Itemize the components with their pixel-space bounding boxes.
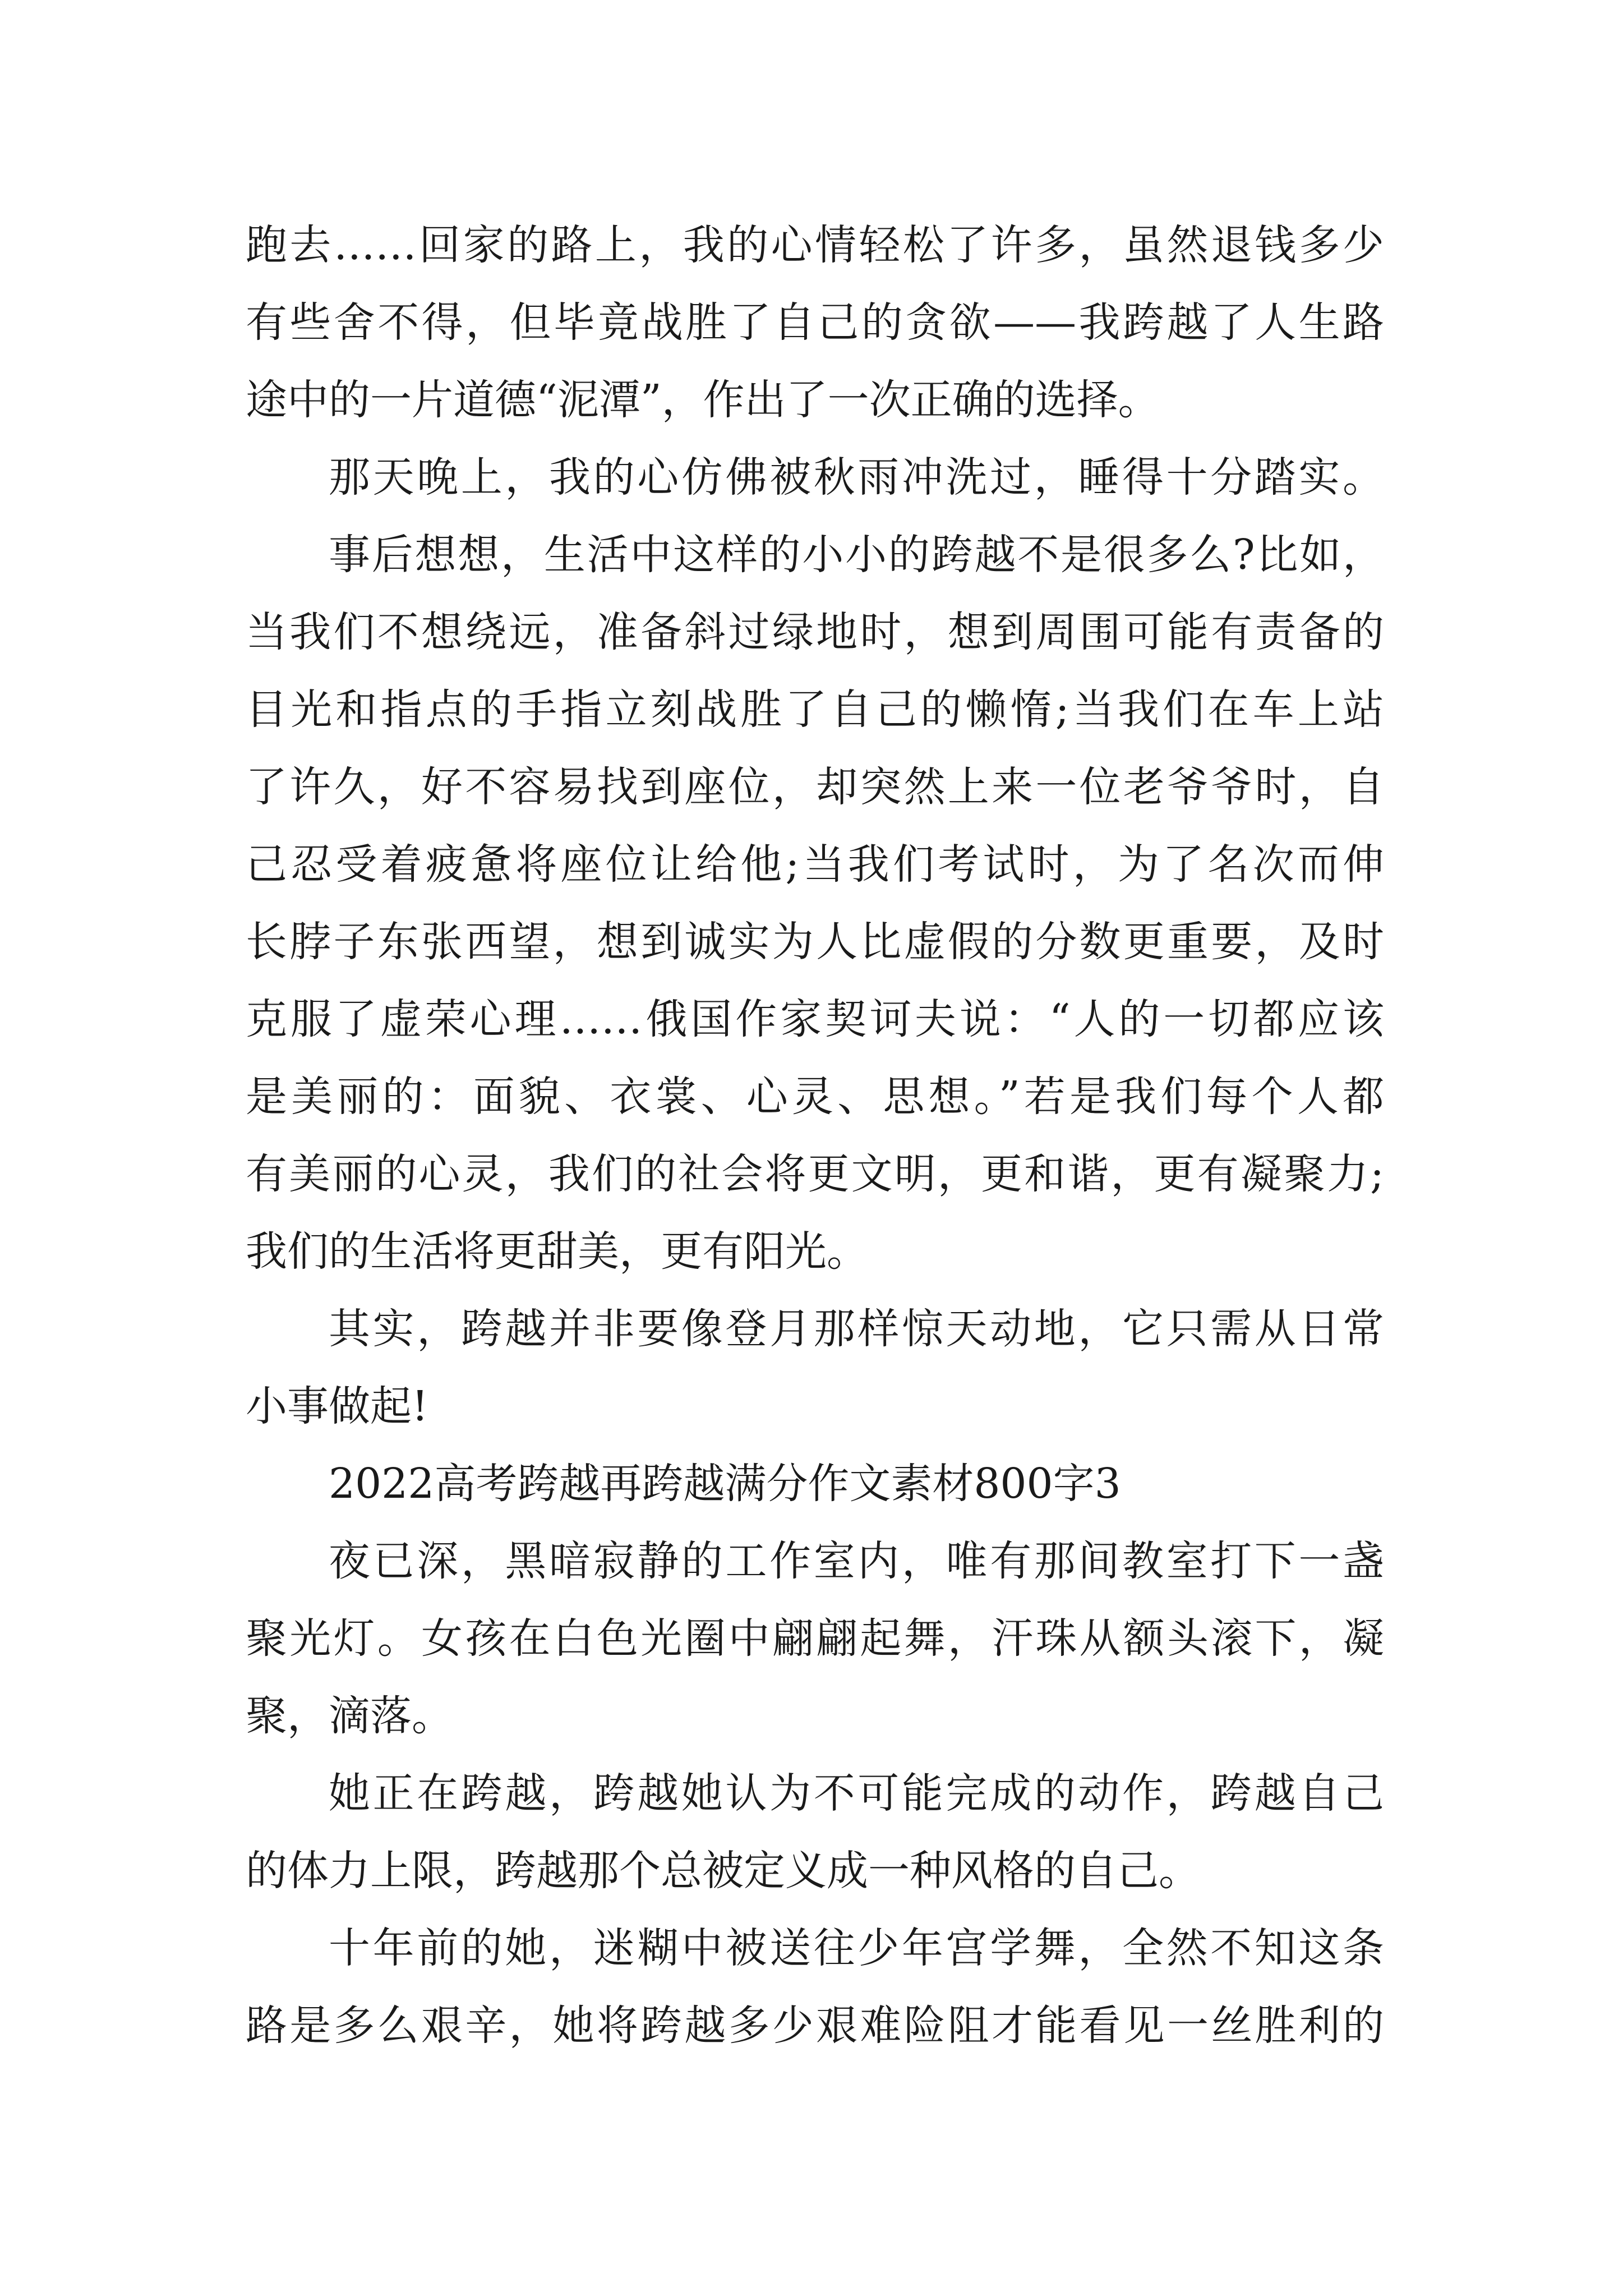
paragraph-start-line: 事后想想，生活中这样的小小的跨越不是很多么?比如， xyxy=(329,531,1384,579)
text-line: 跑去……回家的路上，我的心情轻松了许多，虽然退钱多少 xyxy=(246,221,1384,269)
text-line: 目光和指点的手指立刻战胜了自己的懒惰;当我们在车上站 xyxy=(246,685,1384,734)
text-line: 了许久，好不容易找到座位，却突然上来一位老爷爷时，自 xyxy=(246,763,1384,811)
text-line: 聚光灯。女孩在白色光圈中翩翩起舞，汗珠从额头滚下，凝 xyxy=(246,1614,1384,1663)
text-line: 小事做起! xyxy=(246,1382,428,1430)
paragraph-start-line: 那天晚上，我的心仿佛被秋雨冲洗过，睡得十分踏实。 xyxy=(329,453,1384,501)
text-line: 克服了虚荣心理……俄国作家契诃夫说：“人的一切都应该 xyxy=(246,995,1384,1043)
paragraph-start-line: 她正在跨越，跨越她认为不可能完成的动作，跨越自己 xyxy=(329,1769,1384,1818)
text-line: 有些舍不得，但毕竟战胜了自己的贪欲——我跨越了人生路 xyxy=(246,298,1384,347)
text-line: 己忍受着疲惫将座位让给他;当我们考试时，为了名次而伸 xyxy=(246,840,1384,889)
text-line: 我们的生活将更甜美，更有阳光。 xyxy=(246,1227,868,1276)
text-line: 长脖子东张西望，想到诚实为人比虚假的分数更重要，及时 xyxy=(246,918,1384,966)
section-heading: 2022高考跨越再跨越满分作文素材800字3 xyxy=(329,1460,1121,1508)
text-line: 聚，滴落。 xyxy=(246,1692,453,1740)
paragraph-start-line: 十年前的她，迷糊中被送往少年宫学舞，全然不知这条 xyxy=(329,1924,1384,1972)
text-line: 有美丽的心灵，我们的社会将更文明，更和谐，更有凝聚力; xyxy=(246,1150,1384,1198)
paragraph-start-line: 夜已深，黑暗寂静的工作室内，唯有那间教室打下一盏 xyxy=(329,1537,1384,1585)
document-body xyxy=(246,206,1384,2064)
text-line: 是美丽的：面貌、衣裳、心灵、思想。”若是我们每个人都 xyxy=(246,1073,1384,1121)
text-line: 路是多么艰辛，她将跨越多少艰难险阻才能看见一丝胜利的 xyxy=(246,2001,1384,2050)
text-line: 的体力上限，跨越那个总被定义成一种风格的自己。 xyxy=(246,1847,1200,1895)
text-line: 途中的一片道德“泥潭”，作出了一次正确的选择。 xyxy=(246,376,1160,424)
text-line: 当我们不想绕远，准备斜过绿地时，想到周围可能有责备的 xyxy=(246,608,1384,656)
paragraph-start-line: 其实，跨越并非要像登月那样惊天动地，它只需从日常 xyxy=(329,1305,1384,1353)
